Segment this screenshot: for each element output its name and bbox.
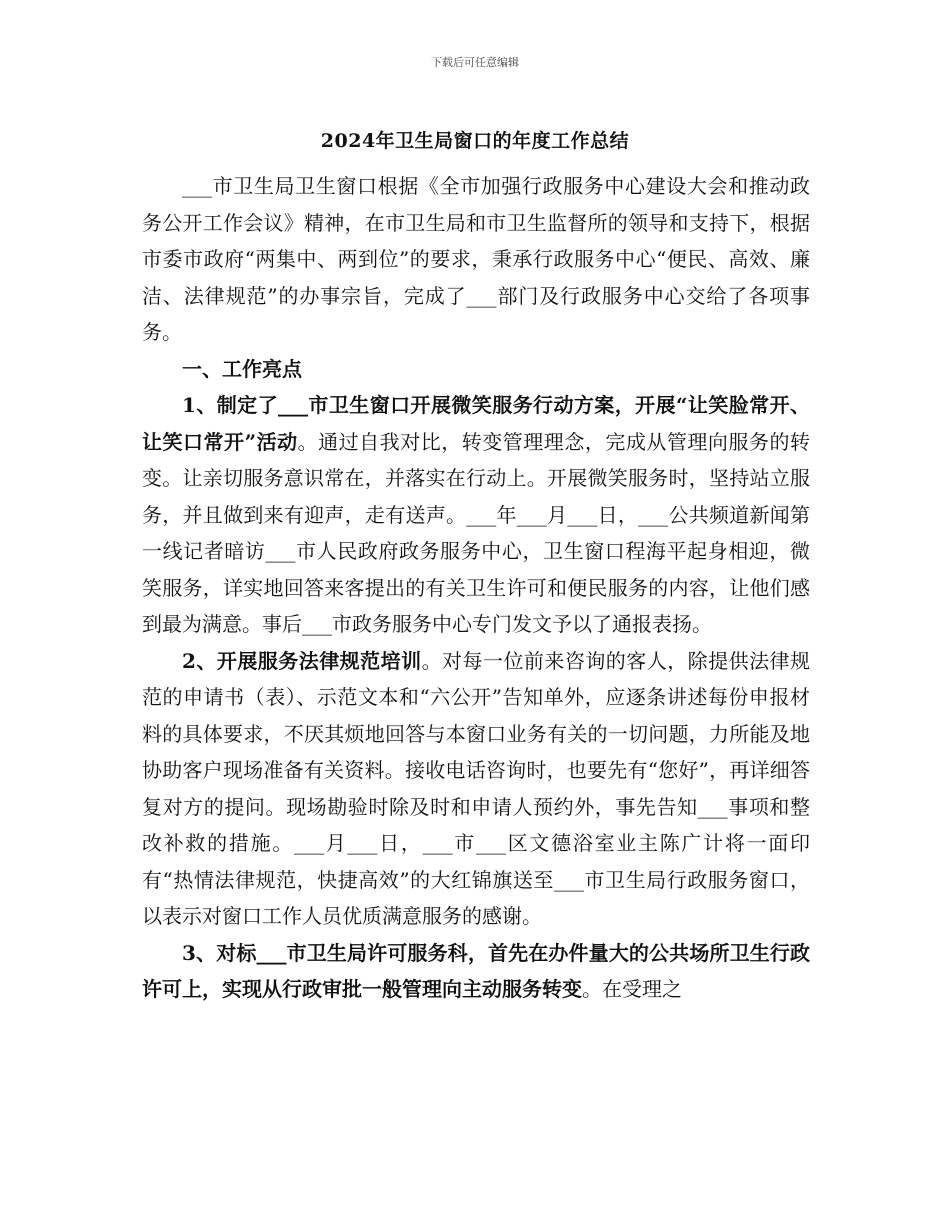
item-1-bold: 1、制定了___市卫生窗口开展微笑服务行动方案，开展“让笑脸常开、让笑口常开”活动 xyxy=(142,393,810,454)
item-3-text: 。在受理之 xyxy=(582,977,682,1001)
document-body xyxy=(142,168,810,1008)
header-note: 下载后可任意编辑 xyxy=(431,56,519,69)
item-3-paragraph xyxy=(142,935,810,1008)
item-2-bold: 2、开展服务法律规范培训 xyxy=(182,648,422,673)
item-1-text: 。通过自我对比，转变管理理念，完成从管理向服务的转变。让亲切服务意识常在，并落实在行动上。开展微笑服务时，坚持站立服务，并且做到来有迎声，走有送声。___年___月___日，___公共频道新闻第一线记者暗访___市人民政府政务服务中心，卫生窗口程海平起身相迎，微笑服务，详实地回答来客提出的有关卫生许可和便民服务的内容，让他们感到最为满意。事后___市政务服务中心专门发文予以了通报表扬。 xyxy=(142,429,810,636)
document-title: 2024年卫生局窗口的年度工作总结 xyxy=(320,130,630,152)
section-heading-1: 一、工作亮点 xyxy=(182,356,302,381)
intro-paragraph: ___市卫生局卫生窗口根据《全市加强行政服务中心建设大会和推动政务公开工作会议》精神，在市卫生局和市卫生监督所的领导和支持下，根据市委市政府“两集中、两到位”的要求，秉承行政服务中心“便民、高效、廉洁、法律规范”的办事宗旨，完成了___部门及行政服务中心交给了各项事务。 xyxy=(142,174,810,344)
item-3-bold: 3、对标___市卫生局许可服务科，首先在办件量大的公共场所卫生行政许可上，实现从行政审批一般管理向主动服务转变 xyxy=(142,940,810,1001)
item-1-paragraph xyxy=(142,387,810,643)
item-2-paragraph xyxy=(142,643,810,935)
item-2-text: 。对每一位前来咨询的客人，除提供法律规范的申请书（表）、示范文本和“六公开”告知单外，应逐条讲述每份申报材料的具体要求，不厌其烦地回答与本窗口业务有关的一切问题，力所能及地协助客户现场准备有关资料。接收电话咨询时，也要先有“您好”，再详细答复对方的提问。现场勘验时除及时和申请人预约外，事先告知___事项和整改补救的措施。___月___日，___市___区文德浴室业主陈广计将一面印有“热情法律规范，快捷高效”的大红锦旗送至___市卫生局行政服务窗口，以表示对窗口工作人员优质满意服务的感谢。 xyxy=(142,648,811,928)
